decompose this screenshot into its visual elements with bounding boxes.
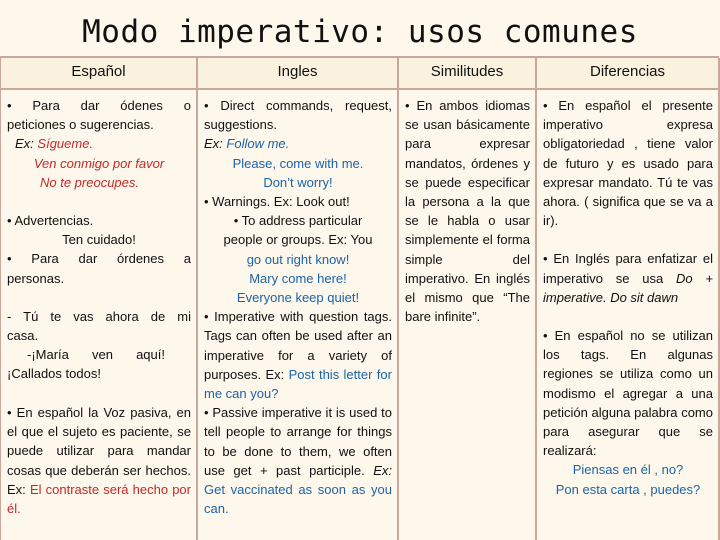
espanol-use-1-line-2: peticiones o sugerencias. — [7, 117, 154, 133]
ingles-example-8: Get vaccinated as soon as you can. — [204, 482, 392, 517]
ingles-use-3-line-1: • To address particular — [233, 213, 363, 229]
column-diferencias — [537, 58, 720, 540]
diferencias-example-3: Pon esta carta , puedes? — [555, 481, 701, 497]
cell-similitudes — [399, 90, 535, 326]
cell-diferencias — [537, 90, 718, 499]
ingles-example-5: Mary come here! — [249, 270, 347, 286]
cell-espanol — [1, 90, 196, 518]
header-ingles: Ingles — [198, 58, 397, 90]
espanol-example-1: Sígueme. — [37, 136, 94, 152]
ingles-example-label: Ex: — [204, 136, 223, 152]
ingles-example-3: Don’t worry! — [263, 174, 333, 190]
ingles-example-6: Everyone keep quiet! — [236, 290, 360, 306]
diferencias-3: • En español no se utilizan los tags. En algunas regiones se utiliza como un modismo el agregar a una petición alguna palabra como para asegurar que se realizará: — [543, 328, 713, 459]
ingles-use-4: • Imperative with question tags. Tags can often be used after an imperative for a variety of purposes. Ex: — [204, 309, 392, 382]
espanol-use-4: • En español la Voz pasiva, en el que el sujeto es paciente, se puede utilizar para mandar cosas que deberán ser hechos. — [7, 404, 191, 478]
espanol-example-label-2: Ex: — [7, 481, 26, 497]
espanol-example-7: El contraste será hecho por él. — [7, 481, 191, 517]
ingles-use-2: • Warnings. Ex: Look out! — [204, 194, 350, 210]
espanol-example-4: - Tú te vas ahora de mi — [7, 308, 191, 324]
ingles-example-7: Post this letter for me can you? — [204, 366, 392, 402]
espanol-example-3: No te preocupes. — [40, 174, 140, 190]
ingles-example-2: Please, come with me. — [232, 155, 364, 171]
espanol-use-2-line-2: Ten cuidado! — [62, 232, 136, 248]
header-espanol: Español — [1, 58, 196, 90]
diferencias-example-1: Do + imperative. Do sit dawn — [543, 270, 713, 305]
espanol-example-4b: casa. — [7, 328, 39, 344]
column-ingles — [198, 58, 399, 540]
comparison-table — [0, 56, 719, 540]
espanol-example-5: -¡María ven aquí! — [27, 347, 165, 363]
header-similitudes: Similitudes — [399, 58, 535, 90]
ingles-example-1: Follow me. — [226, 136, 290, 152]
column-similitudes — [399, 58, 537, 540]
page-title: Modo imperativo: usos comunes — [82, 14, 638, 50]
diferencias-2: • En Inglés para enfatizar el imperativo se usa — [543, 251, 713, 286]
diferencias-1: • En español el presente imperativo expresa obligatoriedad , tiene valor de futuro y es usado para expresar mandato. Tú te vas ahora. ( significa que se va a ir). — [543, 98, 713, 229]
ingles-example-4: go out right know! — [246, 251, 350, 267]
espanol-example-6: ¡Callados todos! — [7, 366, 101, 382]
similitudes-text: • En ambos idiomas se usan básicamente para expresar mandatos, órdenes y se puede especificar la persona a la que se le habla o usar simplemente el forma simple del imperativo. En inglés el mismo que “The bare infinite”. — [405, 98, 530, 325]
column-espanol — [1, 58, 198, 540]
header-diferencias: Diferencias — [537, 58, 718, 90]
diferencias-example-2: Piensas en él , no? — [572, 462, 684, 478]
espanol-example-label: Ex: — [15, 136, 34, 152]
ingles-use-5: • Passive imperative it is used to tell people to arrange for things to be done to them, we often use get + past participle. — [204, 405, 392, 478]
espanol-use-2-line-1: • Advertencias. — [7, 213, 94, 229]
cell-ingles — [198, 90, 397, 518]
espanol-use-2-line-4: personas. — [7, 270, 65, 286]
espanol-use-1-line-1: • Para dar ódenes o — [7, 98, 191, 113]
espanol-example-2: Ven conmigo por favor — [33, 155, 165, 171]
ingles-use-3-line-2: people or groups. Ex: You — [223, 232, 373, 248]
ingles-example-label-2: Ex: — [373, 462, 392, 478]
espanol-use-2-line-3: • Para dar órdenes a — [7, 251, 191, 267]
ingles-use-1: • Direct commands, request, suggestions. — [204, 98, 392, 133]
